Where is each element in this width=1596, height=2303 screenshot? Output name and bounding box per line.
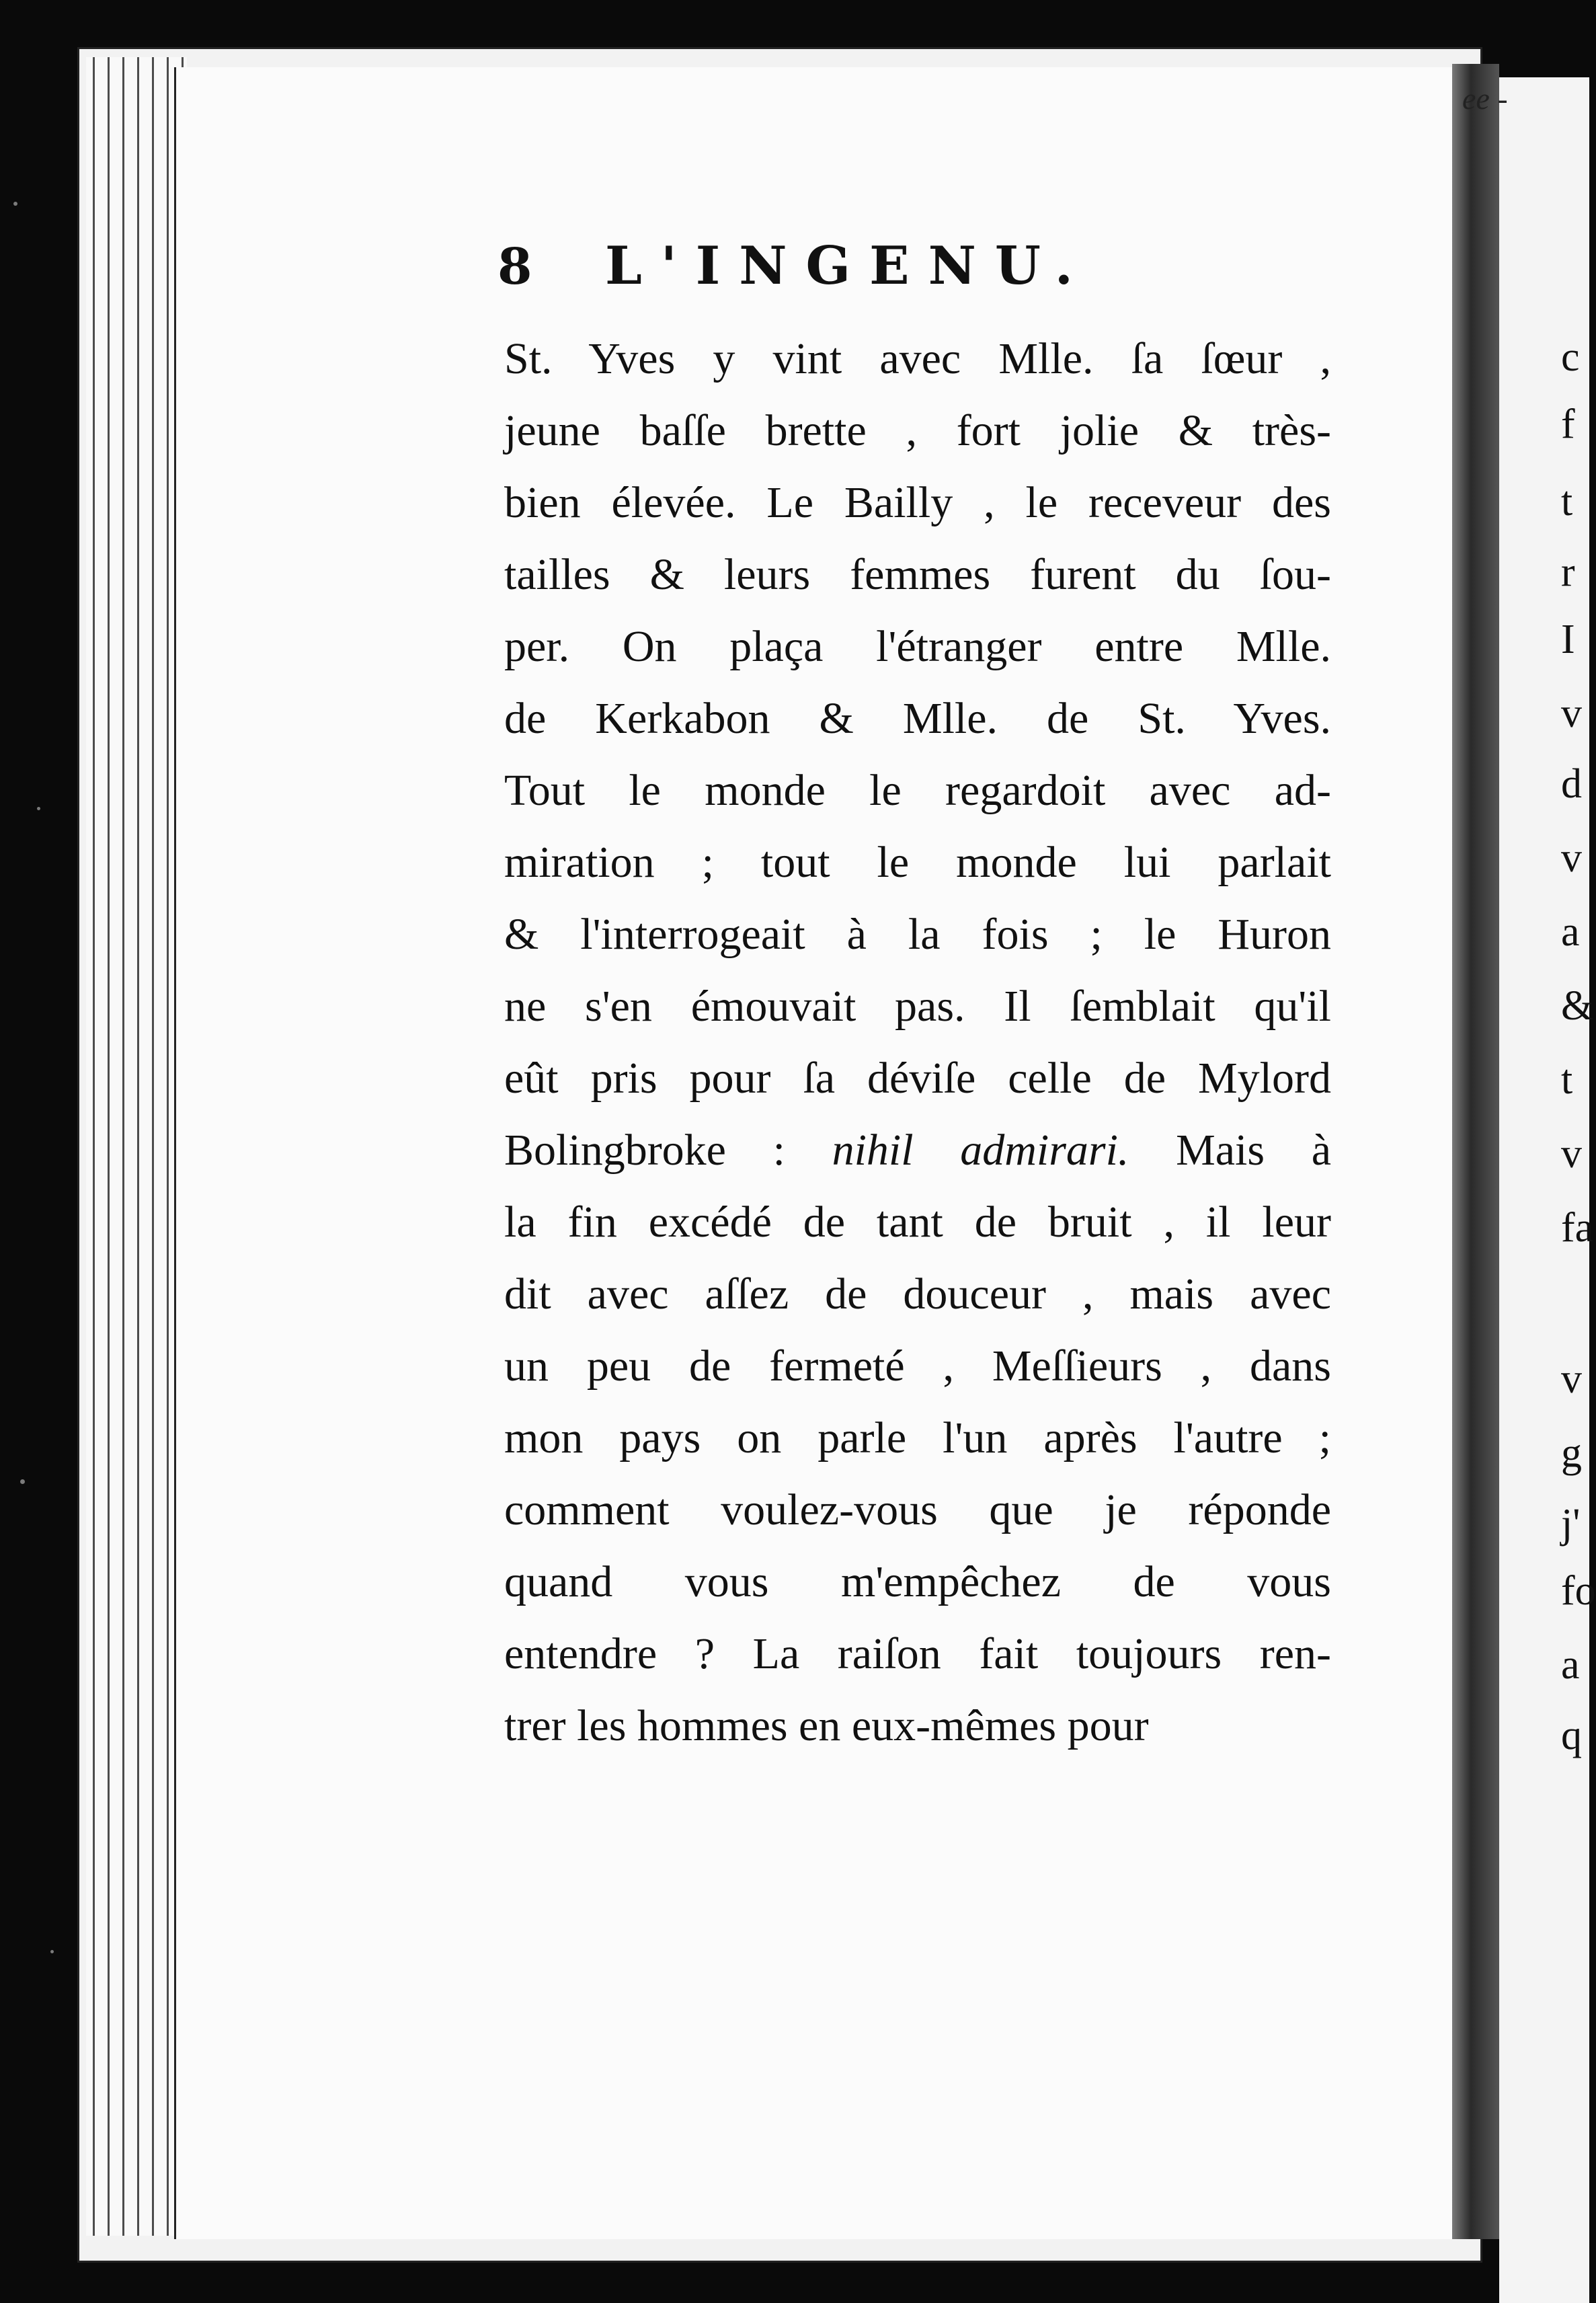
text-line: mon pays on parle l'un après l'autre ; [504, 1413, 1331, 1462]
text-line: tailles & leurs femmes furent du ſou- [504, 550, 1331, 599]
text-line-with-italic [504, 1114, 1331, 1186]
speckle [20, 1479, 25, 1484]
right-page [1499, 77, 1589, 2303]
right-page-letter: a [1561, 1642, 1580, 1688]
text-line: bien élevée. Le Bailly , le receveur des [504, 478, 1331, 527]
right-page-letter: q [1561, 1713, 1582, 1758]
right-page-letter: fa [1561, 1205, 1594, 1251]
speckle [37, 807, 40, 810]
body-text [504, 323, 1331, 1762]
text-line: miration ; tout le monde lui parlait [504, 838, 1331, 887]
right-page-letter: v [1561, 1356, 1582, 1402]
line-prefix: Bolingbroke : [504, 1126, 832, 1175]
text-line: & l'interrogeait à la fois ; le Huron [504, 910, 1331, 959]
page-edges [86, 57, 187, 2236]
latin-phrase: nihil admirari. [832, 1126, 1129, 1175]
line-suffix: Mais à [1129, 1126, 1332, 1175]
text-line: ne s'en émouvait pas. Il ſemblait qu'il [504, 982, 1331, 1031]
book-gutter [1452, 64, 1499, 2239]
right-page-letter: t [1561, 479, 1573, 524]
right-page-letter: t [1561, 1057, 1573, 1103]
right-page-letter: j' [1561, 1501, 1581, 1547]
text-line: comment voulez-vous que je réponde [504, 1485, 1331, 1534]
running-title: L'INGENU. [605, 235, 1092, 297]
right-page-letter: v [1561, 1131, 1582, 1177]
right-page-letter: v [1561, 691, 1582, 736]
right-page-letter: f [1561, 401, 1575, 447]
right-page-letter: c [1561, 334, 1580, 380]
page-number: 8 [497, 238, 532, 296]
text-line: trer les hommes en eux-mêmes pour [504, 1701, 1149, 1750]
text-line: un peu de fermeté , Meſſieurs , dans [504, 1341, 1331, 1391]
right-page-letter: d [1561, 761, 1582, 807]
text-line: quand vous m'empêchez de vous [504, 1557, 1331, 1606]
right-page-letter: a [1561, 909, 1580, 955]
right-page-letter: I [1561, 617, 1575, 662]
text-line: per. On plaça l'étranger entre Mlle. [504, 622, 1331, 671]
right-page-letter: v [1561, 835, 1582, 881]
text-line: jeune baſſe brette , fort jolie & très- [504, 406, 1331, 455]
right-page-letter: r [1561, 549, 1575, 595]
text-line: St. Yves y vint avec Mlle. ſa ſœur , [504, 334, 1331, 383]
text-line: entendre ? La raiſon fait toujours ren- [504, 1629, 1331, 1678]
text-line: dit avec aſſez de douceur , mais avec [504, 1270, 1331, 1319]
speckle [13, 202, 17, 206]
speckle [50, 1950, 54, 1953]
text-line: la fin excédé de tant de bruit , il leur [504, 1198, 1331, 1247]
right-page-letter: g [1561, 1430, 1582, 1476]
right-page-letter: & [1561, 983, 1594, 1029]
text-line: Tout le monde le regardoit avec ad- [504, 766, 1331, 815]
right-page-letter: fo [1561, 1568, 1596, 1614]
page-header [497, 235, 1176, 296]
text-line: de Kerkabon & Mlle. de St. Yves. [504, 694, 1331, 743]
corner-note: ee - [1462, 81, 1508, 116]
text-line: eût pris pour ſa déviſe celle de Mylord [504, 1054, 1331, 1103]
